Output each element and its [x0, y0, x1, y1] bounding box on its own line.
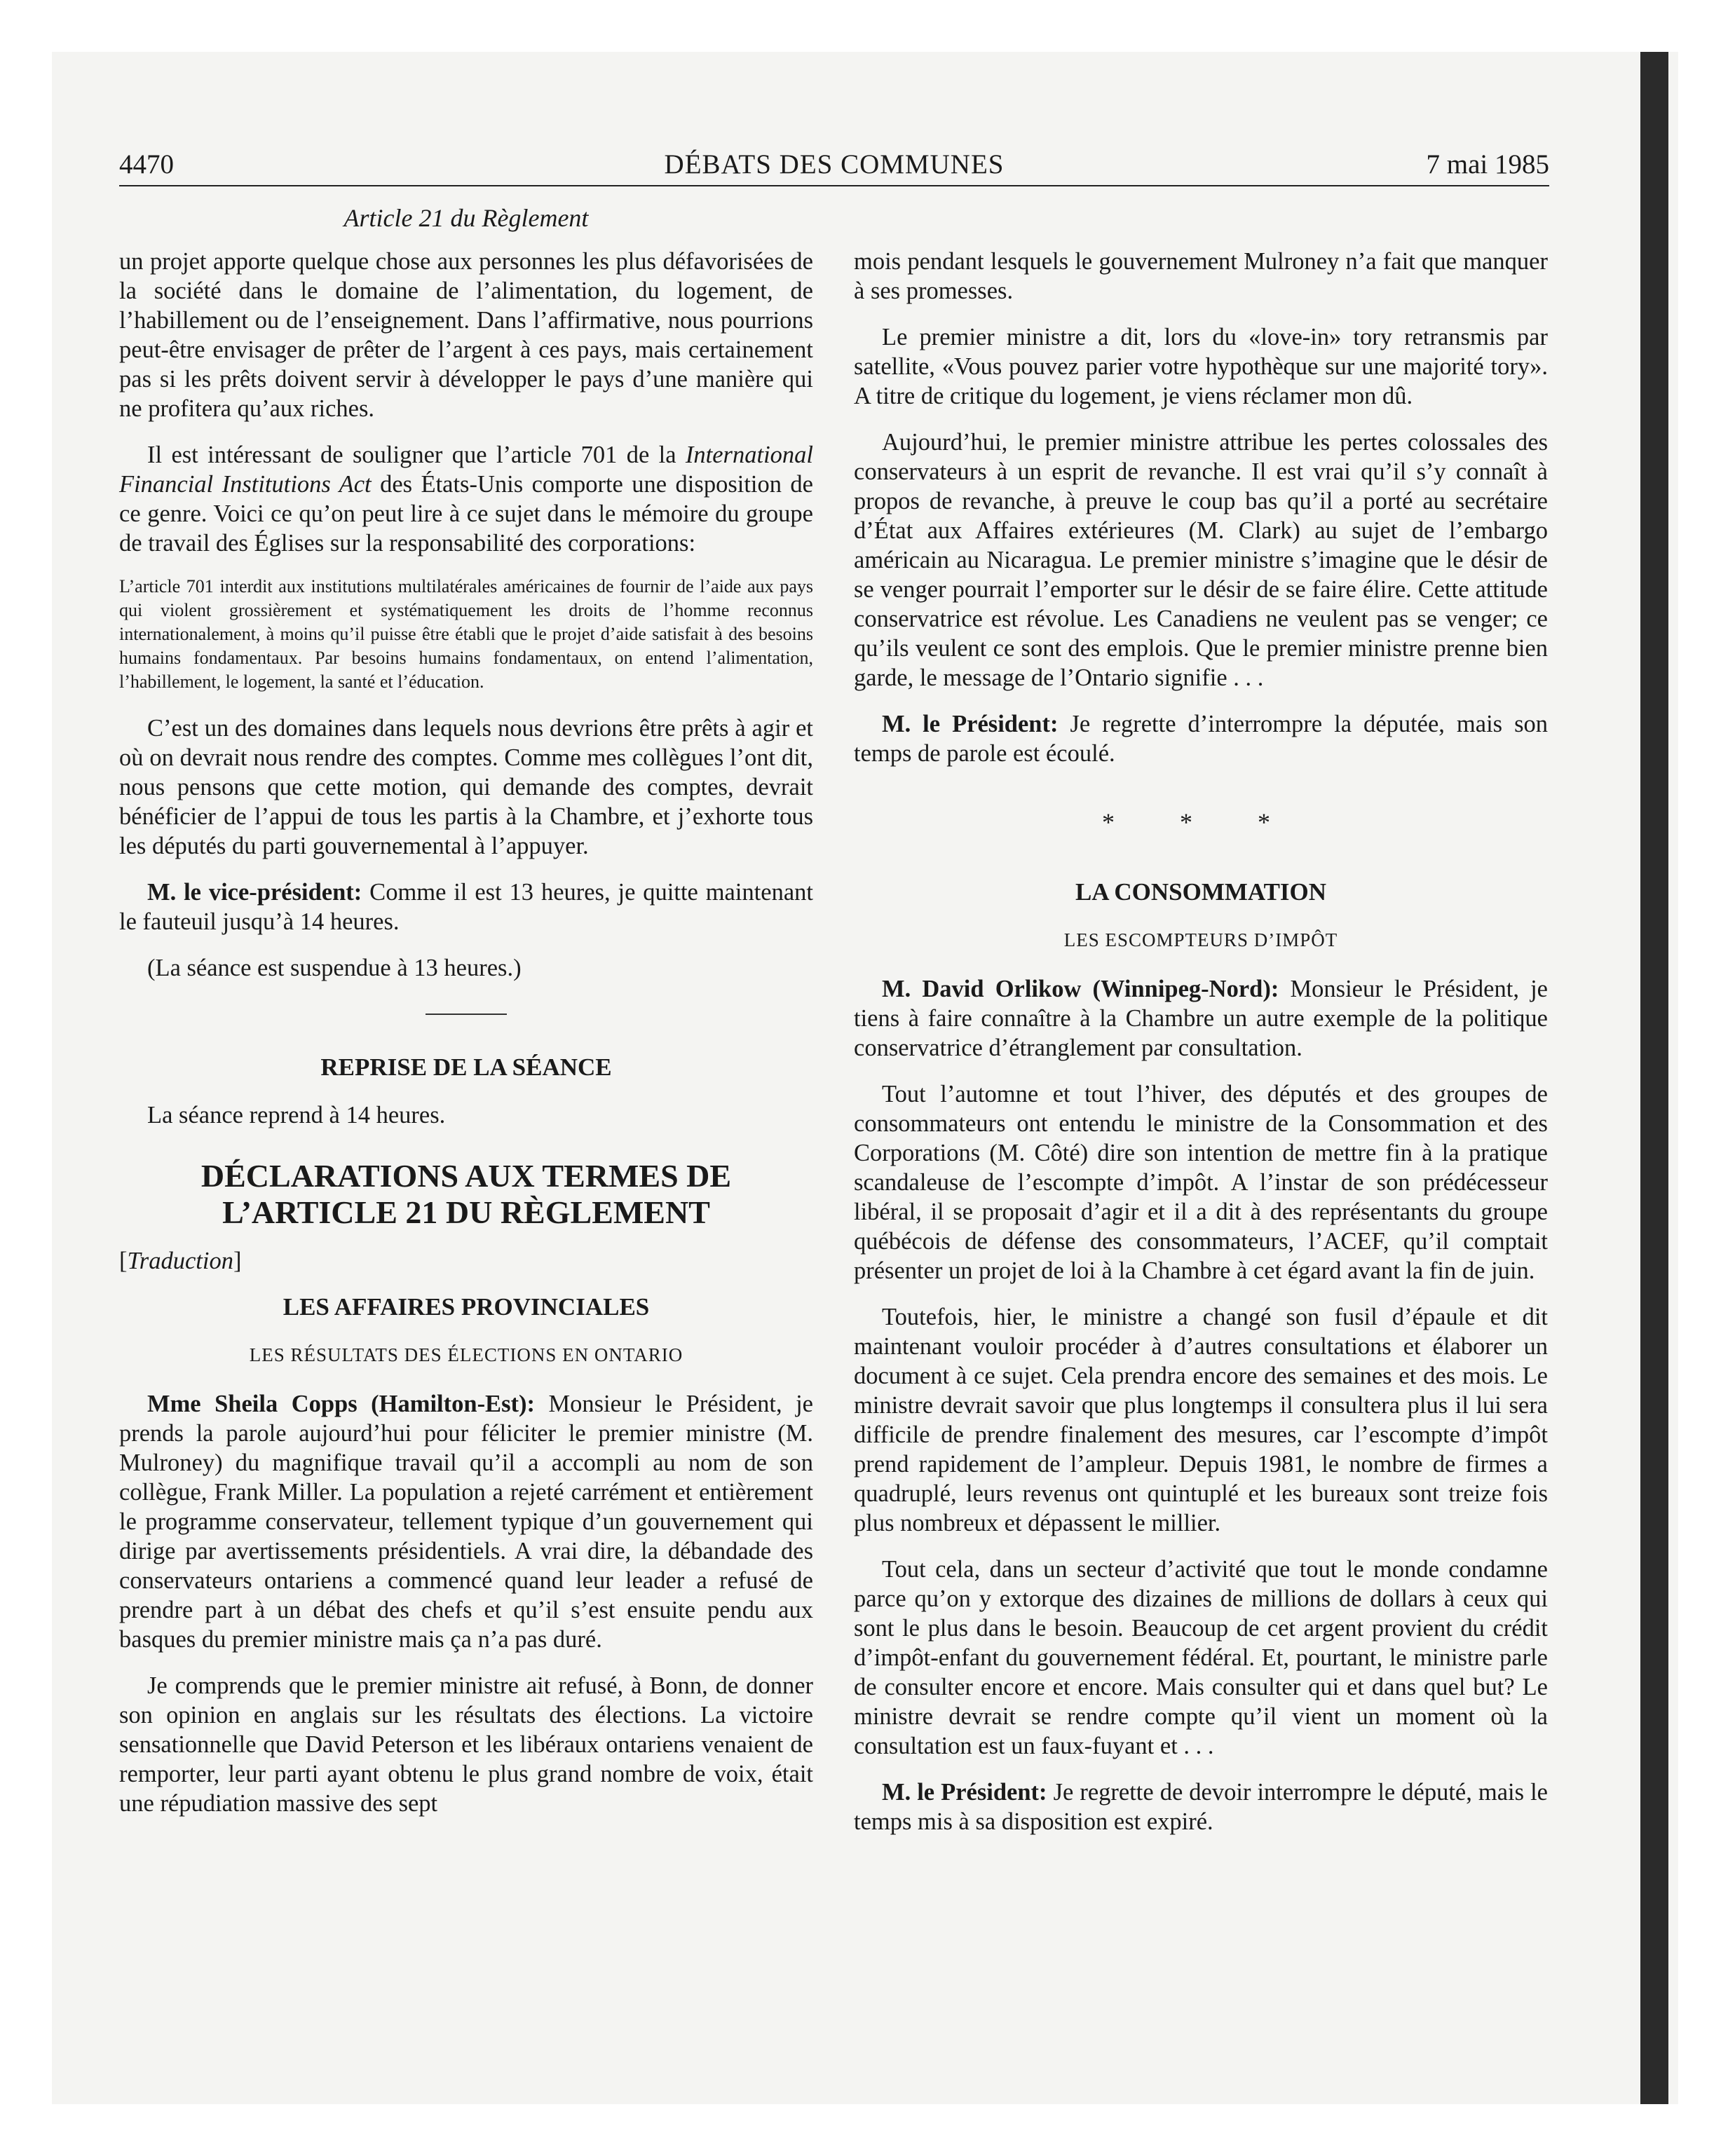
paragraph: Je comprends que le premier ministre ait refusé, à Bonn, de donner son opinion en anglais sur les résultats des élections. La victoire sensationnelle que David Peterson et les libéraux ontariens venaient de remporter, leur parti ayant obtenu le plus grand nombre de voix, était une répudiation massive des sept — [119, 1672, 813, 1817]
page-number: 4470 — [119, 149, 174, 179]
speaker-name: M. David Orlikow (Winnipeg-Nord): — [882, 976, 1279, 1002]
act-title: International Financial Institutions Act — [119, 442, 813, 498]
paragraph: mois pendant lesquels le gouvernement Mulroney n’a fait que manquer à ses promesses. — [854, 248, 1548, 304]
speech: Mme Sheila Copps (Hamilton-Est): Monsieur le Président, je prends la parole aujourd’hui pour féliciter le premier ministre (M. Mulroney) du magnifique travail qu’il a accompli au nom de son collègue, Frank Miller. La population a rejeté carrément et entièrement le programme conservateur, tellement typique d’un gouvernement qui dirige par avertissements présidentiels. A vrai dire, la débandade des conservateurs ontariens a commencé quand leur leader a refusé de prendre part à un débat des chefs et qu’il s’est ensuite pendu aux basques du premier ministre mais ça n’a pas duré. — [119, 1391, 813, 1653]
paragraph: Il est intéressant de souligner que l’article 701 de la International Financial Institutions Act des États-Unis comporte une disposition de ce genre. Voici ce qu’on peut lire à ce sujet dans le mémoire du groupe de travail des Églises sur la responsabilité des corporations: — [119, 442, 813, 557]
paragraph: Le premier ministre a dit, lors du «love-in» tory retransmis par satellite, «Vous pouvez parier votre hypothèque sur une majorité tory». A titre de critique du logement, je viens réclamer mon dû. — [854, 324, 1548, 409]
subject-heading: LA CONSOMMATION — [1075, 878, 1327, 906]
subtopic-heading: LES RÉSULTATS DES ÉLECTIONS EN ONTARIO — [249, 1344, 683, 1365]
speech: M. le Président: Je regrette d’interrompre la députée, mais son temps de parole est écoulé. — [854, 711, 1548, 767]
right-column — [854, 247, 1548, 1853]
translation-note: [Traduction] — [119, 1248, 242, 1274]
section-divider — [426, 1014, 507, 1015]
left-column — [119, 247, 813, 1835]
procedural-note: La séance reprend à 14 heures. — [147, 1102, 446, 1128]
paragraph: Tout cela, dans un secteur d’activité que tout le monde condamne parce qu’on y extorque des dizaines de millions de dollars à ceux qui sont le plus dans le besoin. Beaucoup de cet argent provient du crédit d’impôt-enfant du gouvernement fédéral. Et, pourtant, le ministre parle de consulter encore et encore. Mais consulter qui et dans quel but? Le ministre devrait se rendre compte qu’il vient un moment où la consultation est un faux-fuyant et . . . — [854, 1556, 1548, 1759]
paragraph: un projet apporte quelque chose aux personnes les plus défavorisées de la société dans le domaine de l’alimentation, du logement, de l’habillement ou de l’enseignement. Dans l’affirmative, nous pourrions peut-être envisager de prêter de l’argent à ces pays, mais certainement pas si les prêts doivent servir à développer le pays d’une manière qui ne profitera qu’aux riches. — [119, 248, 813, 422]
block-quote: L’article 701 interdit aux institutions multilatérales américaines de fournir de l’aide aux pays qui violent grossièrement et systématiquement les droits de l’homme reconnus internationalement, à moins qu’il puisse être établi que le projet d’aide satisfait à des besoins humains fondamentaux. Par besoins humains fondamentaux, on entend l’alimentation, l’habillement, le logement, la santé et l’éducation. — [119, 576, 813, 692]
running-head: Article 21 du Règlement — [343, 204, 589, 232]
paragraph: Toutefois, hier, le ministre a changé son fusil d’épaule et dit maintenant vouloir procéder à d’autres consultations et élaborer un document à ce sujet. Cela prendra encore des semaines et des mois. Le ministre devrait savoir que plus longtemps il consultera plus il lui sera difficile de prendre finalement des mesures, car l’escompte d’impôt prend rapidement de l’ampleur. Depuis 1981, le nombre de firmes a quadruplé, leurs revenus ont quintuplé et les bureaux sont treize fois plus nombreux et dépassent le millier. — [854, 1304, 1548, 1536]
scan-edge-bar — [1640, 52, 1668, 2104]
speaker-name: M. le Président: — [882, 1779, 1047, 1806]
speech: M. le Président: Je regrette de devoir interrompre le député, mais le temps mis à sa disposition est expiré. — [854, 1779, 1548, 1835]
header-rule — [119, 185, 1549, 186]
paragraph: Tout l’automne et tout l’hiver, des députés et des groupes de consommateurs ont entendu le ministre de la Consommation et des Corporations (M. Côté) dire son intention de mettre fin à la pratique scandaleuse de l’escompte d’impôt. A l’instar de son prédécesseur libéral, il se proposait d’agir et il a dit à des représentants du groupe québécois de défense des consommateurs, l’ACEF, qu’il comptait présenter un projet de loi à la Chambre à cet égard avant la fin de juin. — [854, 1081, 1548, 1284]
page-date: 7 mai 1985 — [1426, 149, 1549, 179]
page-header — [119, 149, 1549, 188]
speaker-name: M. le Président: — [882, 711, 1059, 737]
section-stars: * * * — [1102, 808, 1300, 836]
section-heading: REPRISE DE LA SÉANCE — [320, 1053, 612, 1081]
speech: M. le vice-président: Comme il est 13 heures, je quitte maintenant le fauteuil jusqu’à 14 heures. — [119, 879, 813, 935]
procedural-note: (La séance est suspendue à 13 heures.) — [147, 955, 522, 981]
speaker-name: Mme Sheila Copps (Hamilton-Est): — [147, 1391, 535, 1417]
paragraph: Aujourd’hui, le premier ministre attribue les pertes colossales des conservateurs à un esprit de revanche. Il est vrai qu’il s’y connaît à propos de revanche, à preuve le coup bas qu’il a porté au secrétaire d’État aux Affaires extérieures (M. Clark) au sujet de l’embargo américain au Nicaragua. Le premier ministre s’imagine que le désir de se venger pourrait l’emporter sur le désir de se faire élire. Cette attitude conservatrice est révolue. Les Canadiens ne veulent pas se venger; ce qu’ils veulent ce sont des emplois. Que le premier ministre prenne bien garde, le message de l’Ontario signifie . . . — [854, 429, 1548, 691]
paragraph: C’est un des domaines dans lequels nous devrions être prêts à agir et où on devrait nous rendre des comptes. Comme mes collègues l’ont dit, nous pensons que cette motion, qui demande des comptes, devrait bénéficier de l’appui de tous les partis à la Chambre, et j’exhorte tous les députés du parti gouvernemental à l’appuyer. — [119, 715, 813, 859]
speech: M. David Orlikow (Winnipeg-Nord): Monsieur le Président, je tiens à faire connaître à la Chambre un autre exemple de la politique conservatrice d’étranglement par consultation. — [854, 976, 1548, 1061]
publication-title: DÉBATS DES COMMUNES — [664, 149, 1005, 179]
speaker-name: M. le vice-président: — [147, 879, 362, 906]
subject-heading: LES AFFAIRES PROVINCIALES — [283, 1293, 650, 1321]
major-heading: DÉCLARATIONS AUX TERMES DE L’ARTICLE 21 DU RÈGLEMENT — [200, 1158, 732, 1230]
subtopic-heading: LES ESCOMPTEURS D’IMPÔT — [1063, 929, 1338, 950]
